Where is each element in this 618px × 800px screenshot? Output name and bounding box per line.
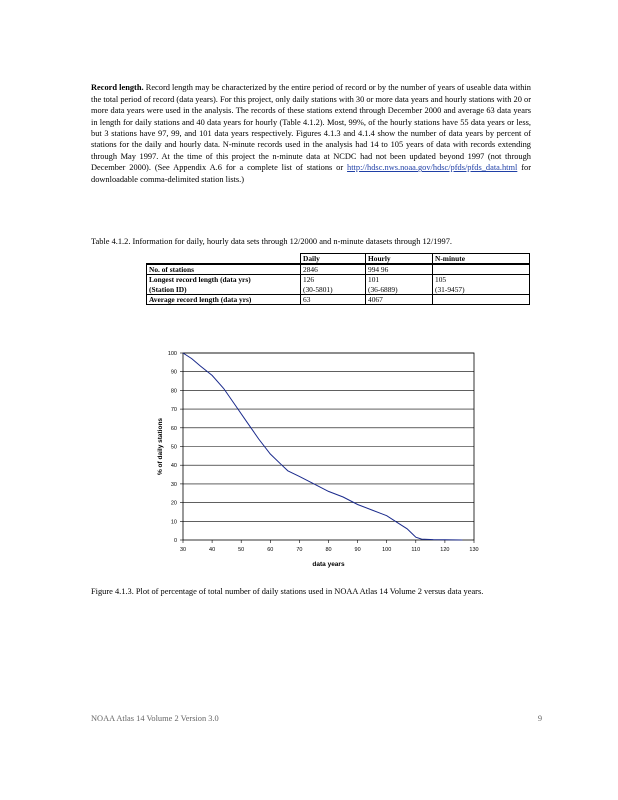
section-runin-heading: Record length. [91, 83, 144, 93]
chart-svg [150, 346, 490, 576]
row-label-line: Average record length (data yrs) [149, 294, 252, 304]
x-tick-label: 120 [440, 547, 450, 553]
x-tick-label: 80 [325, 547, 332, 553]
cell-value: 4067 [368, 294, 383, 304]
table-corner-cell [147, 254, 301, 265]
row-label [147, 264, 301, 275]
x-tick-label: 50 [238, 547, 245, 553]
row-label [147, 275, 301, 294]
row-label-line: Longest record length (data yrs) [149, 275, 251, 285]
station-info-table [146, 253, 530, 305]
cell-hourly [366, 264, 433, 275]
x-tick-label: 100 [382, 547, 392, 553]
row-label-line: No. of stations [149, 265, 194, 275]
column-header-daily: Daily [301, 254, 366, 265]
table-row [147, 264, 530, 275]
y-tick-label: 20 [170, 500, 177, 507]
y-tick-label: 0 [173, 538, 177, 544]
column-header-hourly: Hourly [366, 254, 433, 265]
x-axis-title: data years [312, 561, 345, 568]
row-label [147, 294, 301, 304]
body-text-tail: for downloadable comma-delimited station lists.) [91, 163, 531, 184]
y-tick-label: 60 [170, 425, 177, 432]
x-tick-label: 60 [267, 547, 274, 553]
cell-value: 994 96 [368, 265, 389, 275]
table-header-row [147, 254, 530, 265]
footer-title: NOAA Atlas 14 Volume 2 Version 3.0 [91, 714, 219, 723]
page-footer [91, 714, 542, 726]
y-axis-title: % of daily stations [157, 417, 164, 476]
cell-value: 126 [303, 275, 315, 285]
x-tick-label: 70 [296, 547, 303, 553]
row-label-sub: (Station ID) [149, 284, 187, 294]
table-row [147, 294, 530, 304]
y-tick-label: 80 [170, 388, 177, 395]
y-tick-label: 40 [170, 463, 177, 470]
y-tick-label: 70 [170, 407, 177, 414]
cell-nminute [433, 275, 530, 294]
cell-value: 101 [368, 275, 380, 285]
x-tick-label: 40 [209, 547, 216, 553]
station-list-link[interactable]: http://hdsc.nws.noaa.gov/hdsc/pfds/pfds_data.html [347, 163, 518, 173]
cell-value: 105 [435, 275, 447, 285]
cell-value: 2846 [303, 265, 318, 275]
cell-station-id: (30-5801) [303, 284, 333, 294]
body-paragraph [91, 82, 531, 185]
cell-station-id: (36-6889) [368, 284, 398, 294]
x-tick-label: 110 [411, 547, 421, 553]
cell-nminute [433, 294, 530, 304]
cell-hourly [366, 294, 433, 304]
body-text: Record length may be characterized by the entire period of record or by the number of years of useable data within the total period of record (data years). For this project, only daily stations with 30 or more data years and hourly stations with 20 or more data years were used in the analysis. The records of these stations extend through December 2000 and average 63 data years in length for daily stations and 40 data years for hourly (Table 4.1.2). Most, 99%, of the hourly stations have 55 data years or less, but 3 stations have 97, 99, and 101 data years respectively. Figures 4.1.3 and 4.1.4 show the number of data years by percent of stations for the daily and hourly data. N-minute records used in the analysis had 14 to 105 years of data with records extending through May 1997. At the time of this project the n-minute data at NCDC had not been updated beyond 1997 (not through December 2000). (See Appendix A.6 for a complete list of stations or [91, 83, 531, 173]
daily-stations-chart [150, 346, 490, 576]
y-tick-label: 90 [170, 369, 177, 376]
cell-value: 63 [303, 294, 311, 304]
page-number: 9 [537, 714, 542, 723]
y-tick-label: 10 [170, 519, 177, 526]
cell-station-id: (31-9457) [435, 284, 465, 294]
figure-caption: Figure 4.1.3. Plot of percentage of total number of daily stations used in NOAA Atlas 14 Volume 2 versus data years. [91, 587, 484, 597]
y-tick-label: 30 [170, 481, 177, 488]
x-tick-label: 30 [179, 547, 187, 553]
table-row [147, 275, 530, 294]
cell-nminute [433, 264, 530, 275]
table-caption: Table 4.1.2. Information for daily, hourly data sets through 12/2000 and n-minute datasets through 12/1997. [91, 237, 453, 247]
cell-daily [301, 275, 366, 294]
column-header-nminute: N-minute [433, 254, 530, 265]
y-tick-label: 50 [170, 444, 177, 451]
x-tick-label: 90 [354, 547, 361, 553]
cell-hourly [366, 275, 433, 294]
x-tick-label: 130 [469, 547, 479, 553]
y-tick-label: 100 [167, 351, 177, 357]
cell-daily [301, 264, 366, 275]
cell-daily [301, 294, 366, 304]
